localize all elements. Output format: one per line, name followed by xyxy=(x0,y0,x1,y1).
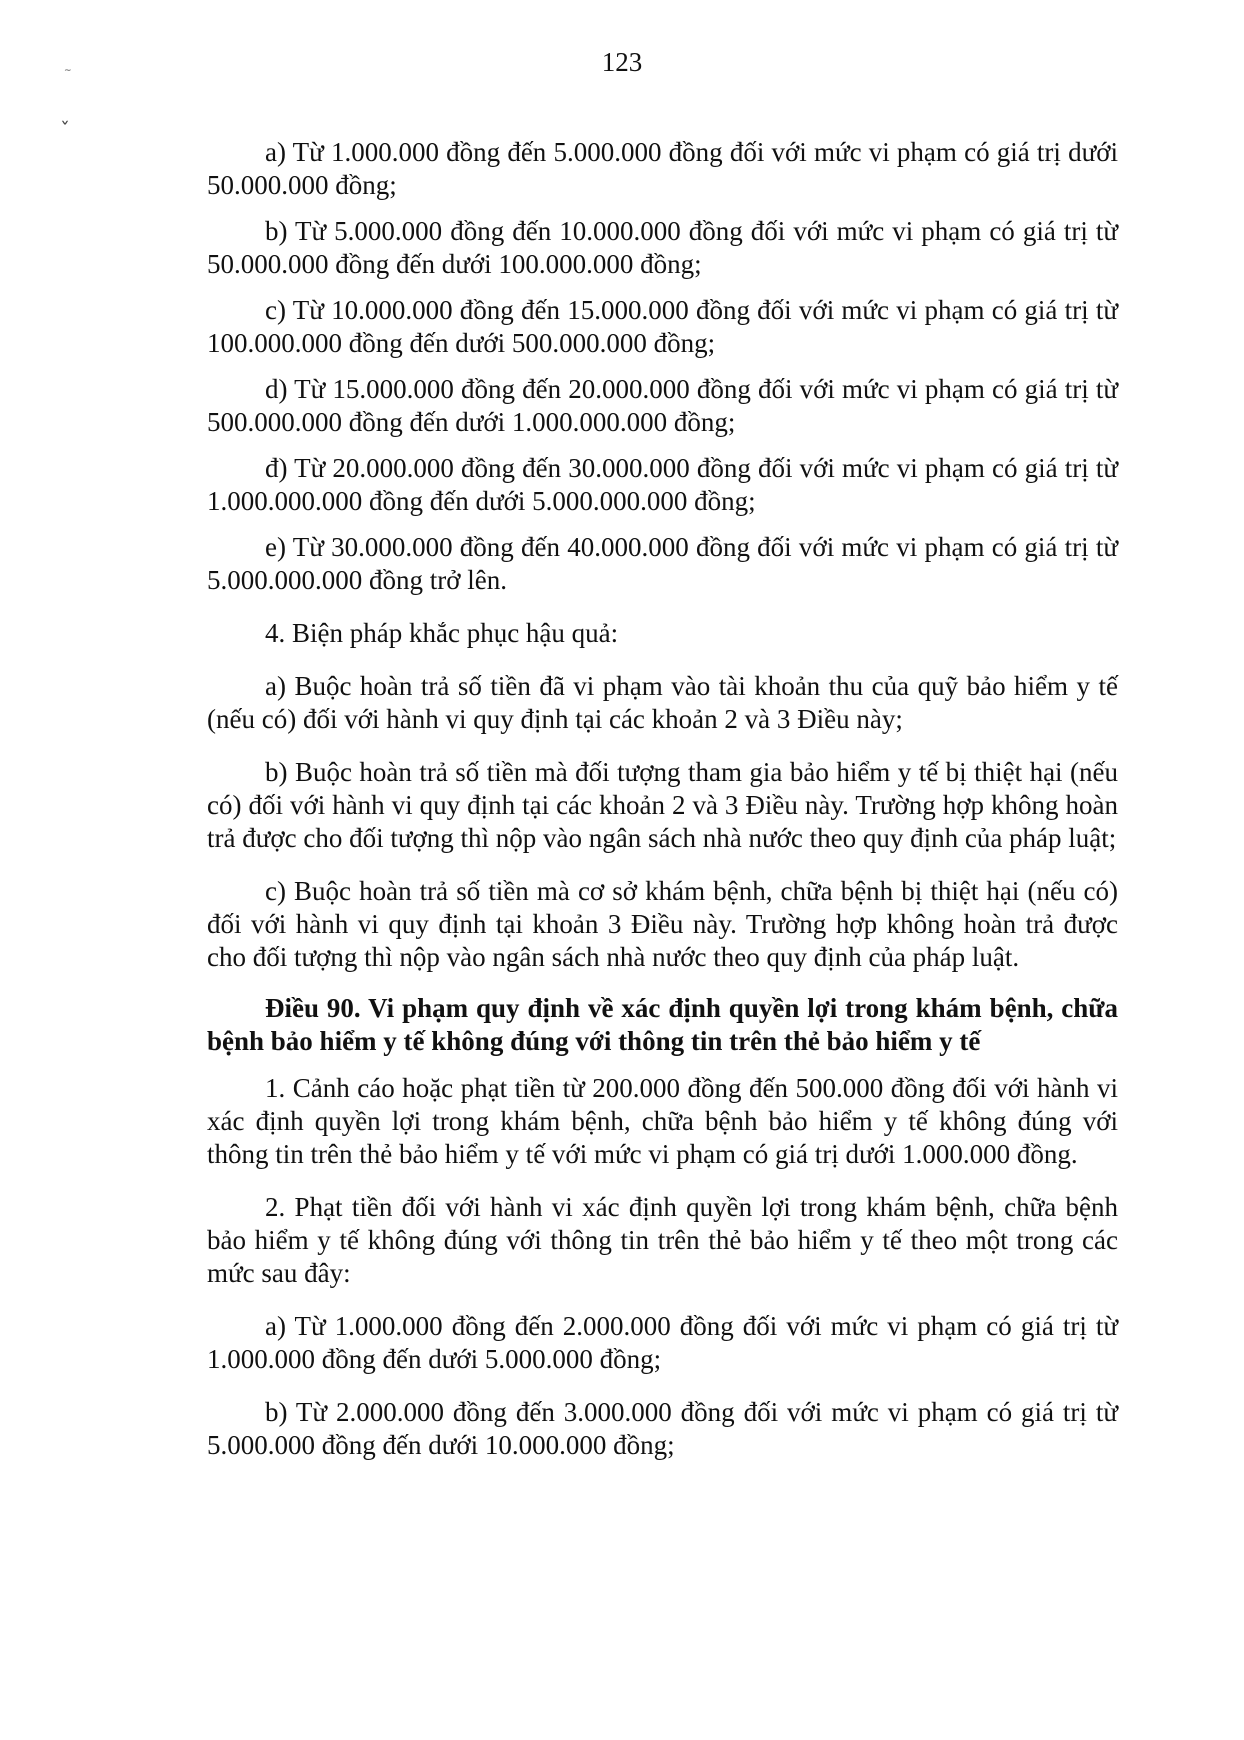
scan-speck: ˇ xyxy=(60,118,70,142)
clause-d-fine-level: d) Từ 15.000.000 đồng đến 20.000.000 đồng đối với mức vi phạm có giá trị từ 500.000.000 đồng đến dưới 1.000.000.000 đồng; xyxy=(207,374,1118,437)
document-body xyxy=(207,136,1118,1475)
clause-c-fine-level: c) Từ 10.000.000 đồng đến 15.000.000 đồng đối với mức vi phạm có giá trị từ 100.000.000 đồng đến dưới 500.000.000 đồng; xyxy=(207,295,1118,358)
remedial-measure-b: b) Buộc hoàn trả số tiền mà đối tượng tham gia bảo hiểm y tế bị thiệt hại (nếu có) đối với hành vi quy định tại các khoản 2 và 3 Điều này. Trường hợp không hoàn trả được cho đối tượng thì nộp vào ngân sách nhà nước theo quy định của pháp luật; xyxy=(207,757,1118,853)
article-90-heading: Điều 90. Vi phạm quy định về xác định quyền lợi trong khám bệnh, chữa bệnh bảo hiểm y tế không đúng với thông tin trên thẻ bảo hiểm y tế xyxy=(207,993,1118,1056)
article-90-clause-2a: a) Từ 1.000.000 đồng đến 2.000.000 đồng đối với mức vi phạm có giá trị từ 1.000.000 đồng đến dưới 5.000.000 đồng; xyxy=(207,1311,1118,1374)
article-90-clause-2: 2. Phạt tiền đối với hành vi xác định quyền lợi trong khám bệnh, chữa bệnh bảo hiểm y tế không đúng với thông tin trên thẻ bảo hiểm y tế theo một trong các mức sau đây: xyxy=(207,1192,1118,1288)
remedial-measure-a: a) Buộc hoàn trả số tiền đã vi phạm vào tài khoản thu của quỹ bảo hiểm y tế (nếu có) đối với hành vi quy định tại các khoản 2 và 3 Điều này; xyxy=(207,671,1118,734)
clause-e-fine-level: e) Từ 30.000.000 đồng đến 40.000.000 đồng đối với mức vi phạm có giá trị từ 5.000.000.000 đồng trở lên. xyxy=(207,532,1118,595)
scan-speck: ~ xyxy=(64,66,72,76)
page-number: 123 xyxy=(601,47,643,77)
article-90-clause-2b: b) Từ 2.000.000 đồng đến 3.000.000 đồng đối với mức vi phạm có giá trị từ 5.000.000 đồng đến dưới 10.000.000 đồng; xyxy=(207,1397,1118,1460)
clause-b-fine-level: b) Từ 5.000.000 đồng đến 10.000.000 đồng đối với mức vi phạm có giá trị từ 50.000.000 đồng đến dưới 100.000.000 đồng; xyxy=(207,216,1118,279)
article-90-clause-1: 1. Cảnh cáo hoặc phạt tiền từ 200.000 đồng đến 500.000 đồng đối với hành vi xác định quyền lợi trong khám bệnh, chữa bệnh bảo hiểm y tế không đúng với thông tin trên thẻ bảo hiểm y tế với mức vi phạm có giá trị dưới 1.000.000 đồng. xyxy=(207,1073,1118,1169)
remedial-measures-title: 4. Biện pháp khắc phục hậu quả: xyxy=(265,618,619,648)
clause-a-fine-level: a) Từ 1.000.000 đồng đến 5.000.000 đồng đối với mức vi phạm có giá trị dưới 50.000.000 đồng; xyxy=(207,137,1118,200)
remedial-measure-c: c) Buộc hoàn trả số tiền mà cơ sở khám bệnh, chữa bệnh bị thiệt hại (nếu có) đối với hành vi quy định tại khoản 3 Điều này. Trường hợp không hoàn trả được cho đối tượng thì nộp vào ngân sách nhà nước theo quy định của pháp luật. xyxy=(207,876,1118,972)
clause-dd-fine-level: đ) Từ 20.000.000 đồng đến 30.000.000 đồng đối với mức vi phạm có giá trị từ 1.000.000.000 đồng đến dưới 5.000.000.000 đồng; xyxy=(207,453,1118,516)
